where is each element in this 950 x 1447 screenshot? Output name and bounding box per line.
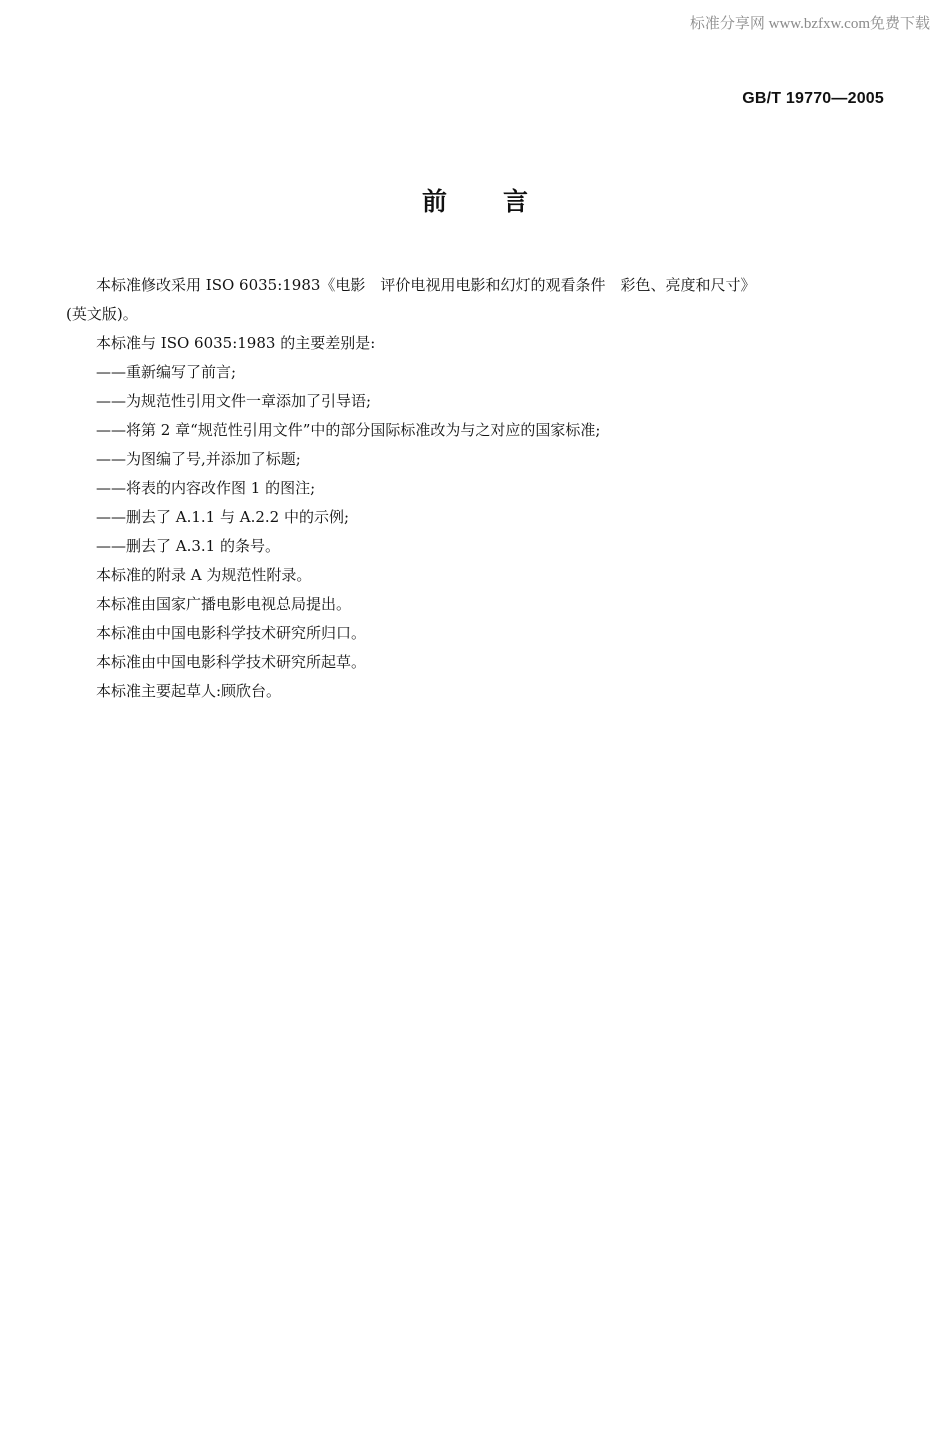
difference-item: ——删去了 A.1.1 与 A.2.2 中的示例; [96,508,350,526]
intro-paragraph [66,271,890,329]
intro-line-1: 本标准修改采用 ISO 6035:1983《电影 评价电视用电影和幻灯的观看条件 彩色、亮度和尺寸》 [96,276,756,294]
difference-item: ——重新编写了前言; [96,363,237,381]
difference-item: ——将表的内容改作图 1 的图注; [96,479,316,497]
drafters: 本标准主要起草人:顾欣台。 [96,682,282,700]
watermark-text: 标准分享网 www.bzfxw.com免费下载 [689,16,930,32]
page-title: 前言 [421,187,584,216]
proposed-by: 本标准由国家广播电影电视总局提出。 [96,595,352,613]
difference-item: ——为规范性引用文件一章添加了引导语; [96,392,372,410]
intro-line-2: (英文版)。 [66,305,138,323]
annex-note: 本标准的附录 A 为规范性附录。 [96,566,312,584]
difference-item: ——将第 2 章“规范性引用文件”中的部分国际标准改为与之对应的国家标准; [96,421,601,439]
difference-item: ——删去了 A.3.1 的条号。 [96,537,280,555]
differences-heading: 本标准与 ISO 6035:1983 的主要差别是: [96,334,376,352]
managed-by: 本标准由中国电影科学技术研究所归口。 [96,624,367,642]
foreword-body [66,271,890,706]
difference-item: ——为图编了号,并添加了标题; [96,450,301,468]
standard-code: GB/T 19770—2005 [742,90,884,107]
drafted-by: 本标准由中国电影科学技术研究所起草。 [96,653,367,671]
